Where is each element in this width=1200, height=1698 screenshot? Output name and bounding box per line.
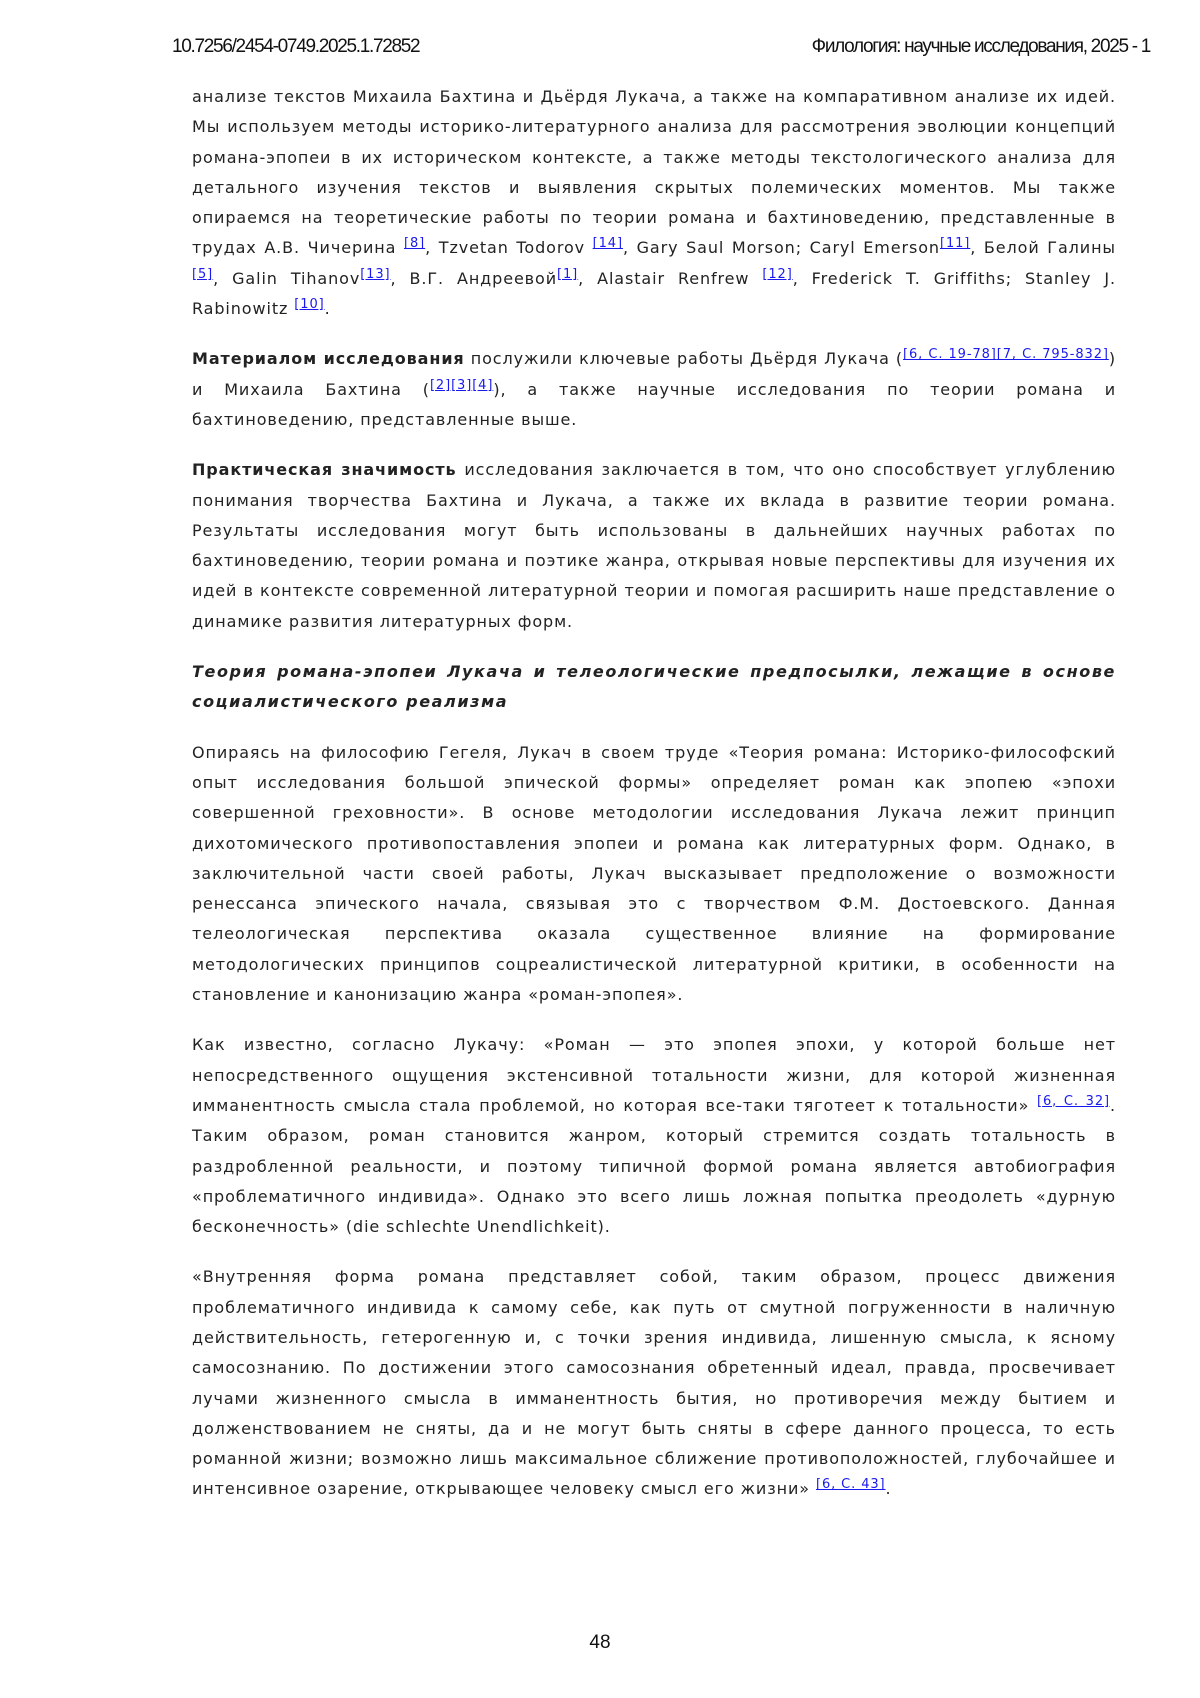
paragraph-text: , Frederick T. Griffiths; Stanley J. Rabinowitz — [192, 268, 1117, 319]
paragraph-text: ) и Михаила Бахтина ( — [192, 349, 1116, 399]
paragraph — [192, 344, 1116, 435]
paragraph-text: исследования заключается в том, что оно способствует углублению понимания творчества Бахтина и Лукача, а также их вклада в развитие теории романа. Результаты исследования могут быть использованы в дальнейших научных работах по бахтиноведению, теории романа и поэтике жанра, открывая новые перспективы для изучения их идей в контексте современной литературной теории и помогая расширить наше представление о динамике развития литературных форм. — [192, 460, 1117, 631]
paragraph-text: , Alastair Renfrew — [578, 268, 763, 288]
header-doi: 10.7256/2454-0749.2025.1.72852 — [172, 36, 420, 57]
paragraph — [192, 1262, 1116, 1504]
citation-link[interactable]: [1] — [557, 266, 579, 282]
citation-link[interactable]: [6, С. 43] — [815, 1477, 886, 1493]
bold-lead-text: Практическая значимость — [192, 460, 457, 480]
paragraph-text: , Белой Галины — [970, 238, 1116, 258]
paragraph — [192, 455, 1116, 637]
paragraph-text: , Galin Tihanov — [213, 268, 361, 288]
paragraph-text: Опираясь на философию Гегеля, Лукач в своем труде «Теория романа: Историко-философский опыт исследования большой эпической формы» определяет роман как эпопею «эпохи совершенной греховности». В основе методологии исследования Лукача лежит принцип дихотомического противопоставления эпопеи и романа как литературных форм. Однако, в заключительной части своей работы, Лукач высказывает предположение о возможности ренессанса эпического начала, связывая это с творчеством Ф.М. Достоевского. Данная телеологическая перспектива оказала существенное влияние на формирование методологических принципов соцреалистической литературной критики, в особенности на становление и канонизацию жанра «роман-эпопея». — [192, 742, 1116, 1005]
citation-link[interactable]: [6, С. 32] — [1036, 1093, 1110, 1109]
paragraph-text: . — [885, 1479, 892, 1499]
section-heading — [192, 657, 1116, 718]
citation-link[interactable]: [6, С. 19-78] — [903, 347, 997, 363]
paragraph-text: Как известно, согласно Лукачу: «Роман — это эпопея эпохи, у которой больше нет непосредственного ощущения экстенсивной тотальности жизни, для которой жизненная имманентность смысла стала проблемой, но которая все-таки тяготеет к тотальности» — [192, 1035, 1116, 1115]
paragraph-text: «Внутренняя форма романа представляет собой, таким образом, процесс движения проблематичного индивида к самому себе, как путь от смутной погруженности в наличную действительность, гетерогенную и, с точки зрения индивида, лишенную смысла, к ясному самосознанию. По достижении этого самосознания обретенный идеал, правда, просвечивает лучами жизненного смысла в имманентность бытия, но противоречия между бытием и долженствованием не сняты, да и не могут быть сняты в сфере данного процесса, то есть романной жизни; возможно лишь максимальное сближение противоположностей, глубочайшее и интенсивное озарение, открывающее человеку смысл его жизни» — [192, 1267, 1116, 1499]
paragraph-text: , В.Г. Андреевой — [390, 268, 558, 288]
citation-link[interactable]: [12] — [762, 266, 793, 282]
paragraph-text: анализе текстов Михаила Бахтина и Дьёрдя Лукача, а также на компаративном анализе их идей. Мы используем методы историко-литературного анализа для рассмотрения эволюции концепций романа-эпопеи в их историческом контексте, а также методы текстологического анализа для детального изучения текстов и выявления скрытых полемических моментов. Мы также опираемся на теоретические работы по теории романа и бахтиноведению, представленные в трудах А.В. Чичерина — [192, 87, 1116, 258]
paragraph-text: . — [324, 299, 331, 319]
citation-link[interactable]: [5] — [192, 266, 214, 282]
citation-link[interactable]: [4] — [472, 377, 494, 393]
paragraph-text: , Gary Saul Morson; Caryl Emerson — [622, 238, 940, 258]
citation-link[interactable]: [7, С. 795-832] — [996, 347, 1109, 363]
paragraph — [192, 1030, 1116, 1242]
paragraph — [192, 738, 1116, 1011]
citation-link[interactable]: [14] — [592, 236, 623, 252]
paragraph-text: , Tzvetan Todorov — [425, 238, 593, 258]
citation-link[interactable]: [8] — [404, 236, 426, 252]
paragraph — [192, 82, 1116, 324]
citation-link[interactable]: [10] — [294, 297, 325, 313]
header-journal: Филология: научные исследования, 2025 - 1 — [811, 36, 1150, 57]
citation-link[interactable]: [2] — [429, 377, 452, 393]
citation-link[interactable]: [13] — [360, 266, 391, 282]
bold-lead-text: Материалом исследования — [192, 349, 465, 369]
citation-link[interactable]: [11] — [939, 236, 971, 252]
paragraph-text: послужили ключевые работы Дьёрдя Лукача ( — [464, 349, 904, 369]
page-number: 48 — [589, 1632, 611, 1653]
paragraph-text: Теория романа-эпопеи Лукача и телеологические предпосылки, лежащие в основе социалистического реализма — [192, 662, 1116, 712]
paragraph-text: ), а также научные исследования по теории романа и бахтиноведению, представленные выше. — [192, 379, 1117, 429]
article-body — [192, 82, 1116, 1525]
citation-link[interactable]: [3] — [451, 377, 473, 393]
paragraph-text: . Таким образом, роман становится жанром, который стремится создать тотальность в раздробленной реальности, и поэтому типичной формой романа является автобиография «проблематичного индивида». Однако это всего лишь ложная попытка преодолеть «дурную бесконечность» (die schlechte Unendlichkeit). — [192, 1095, 1116, 1237]
